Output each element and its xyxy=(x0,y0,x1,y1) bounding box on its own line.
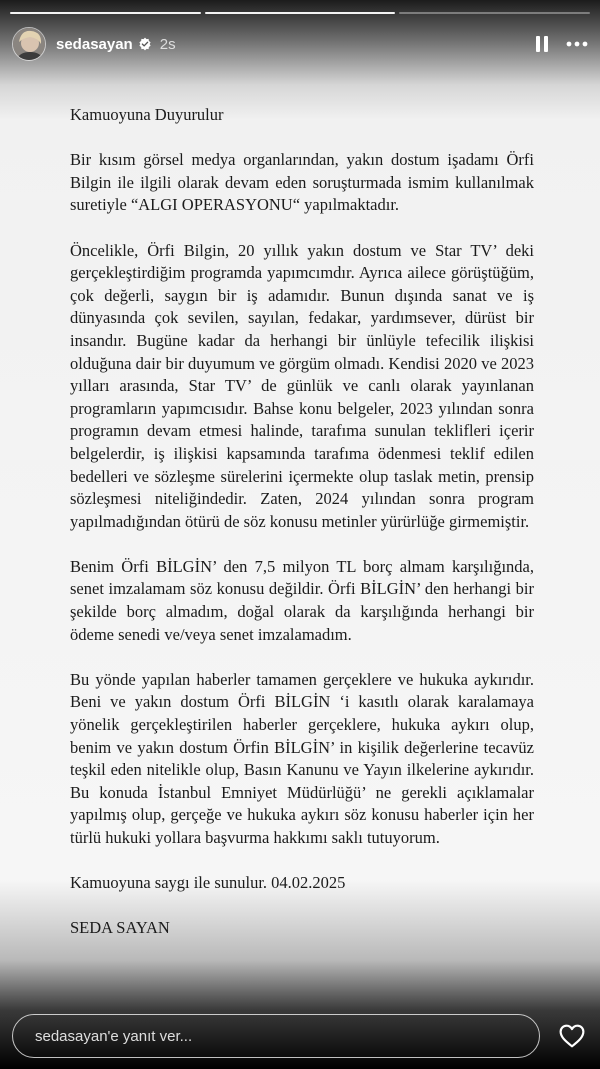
document-signature: SEDA SAYAN xyxy=(70,918,170,938)
document-paragraph: Öncelikle, Örfi Bilgin, 20 yıllık yakın dostum ve Star TV’ deki gerçekleştirdiğim programda yapımcımdır. Ayrıca ailece görüştüğüm, çok değerli, saygın bir iş adamıdır. Bunun dışında sanat ve iş dünyasında çok sevilen, sayılan, fedakar, yardımsever, dürüst bir insandır. Bugüne kadar da herhangi bir ünlüyle tefecilik ilişkisi olduğuna dair bir duyumum ve görgüm olmadı. Kendisi 2020 ve 2023 yılları arasında, Star TV’ de günlük ve canlı olarak yayınlanan programların yapımcısıdır. Bahse konu belgeler, 2023 yılından sonra programın devam etmesi halinde, tarafıma sunulan teklifleri içerir belgelerdir, iş ilişkisi kapsamında tarafıma ödenmesi teklif edilen bedelleri ve sözleşme sürelerini içermekte olup taslak metin, prensip sözleşmesi niteliğindedir. Zaten, 2024 yılından sonra program yapılmadığından ötürü de söz konusu metinler yürürlüğe girmemiştir. xyxy=(70,240,534,531)
document-paragraph: Benim Örfi BİLGİN’ den 7,5 milyon TL borç almam karşılığında, senet imzalamam söz konusu değildir. Örfi BİLGİN’ den herhangi bir şekilde borç almadım, doğal olarak da karşılığında herhangi bir ödeme senedi ve/veya senet imzalamadım. xyxy=(70,556,534,644)
story-progress-bar xyxy=(10,12,590,14)
heart-icon[interactable] xyxy=(556,1020,588,1052)
story-header xyxy=(12,26,588,62)
announcement-document xyxy=(70,104,534,963)
reply-input[interactable] xyxy=(12,1014,540,1058)
document-closing: Kamuoyuna saygı ile sunulur. 04.02.2025 xyxy=(70,873,346,893)
progress-segment xyxy=(205,12,396,14)
progress-segment xyxy=(10,12,201,14)
pause-icon[interactable] xyxy=(534,35,550,53)
progress-segment-active xyxy=(399,12,590,14)
document-heading: Kamuoyuna Duyurulur xyxy=(70,105,224,124)
story-footer xyxy=(12,1013,588,1059)
username[interactable]: sedasayan xyxy=(56,35,133,53)
document-paragraph: Bu yönde yapılan haberler tamamen gerçeklere ve hukuka aykırıdır. Beni ve yakın dostum Örfi BİLGİN ‘i kasıtlı olarak karalamaya yönelik gerçekleştirilen haberler gerçeklere, hukuka aykırı olup, benim ve yakın dostum Örfin BİLGİN’ in kişilik değerlerine tecavüz teşkil eden nitelikle olup, Basın Kanunu ve Yayın ilkelerine aykırıdır. Bu konuda İstanbul Emniyet Müdürlüğü’ ne gerekli açıklamalar yapılmış olup, gerçeğe ve hukuka aykırı söz konusu haberler için her türlü hukuki yollara başvurma hakkımı saklı tutuyorum. xyxy=(70,669,534,847)
avatar[interactable] xyxy=(12,27,46,61)
more-options-icon[interactable] xyxy=(566,41,588,47)
story-timestamp: 2s xyxy=(159,35,176,53)
verified-badge-icon xyxy=(138,37,152,51)
document-paragraph: Bir kısım görsel medya organlarından, yakın dostum işadamı Örfi Bilgin ile ilgili olarak devam eden soruşturmada ismim kullanılmak suretiyle “ALGI OPERASYONU“ yapılmaktadır. xyxy=(70,150,534,215)
